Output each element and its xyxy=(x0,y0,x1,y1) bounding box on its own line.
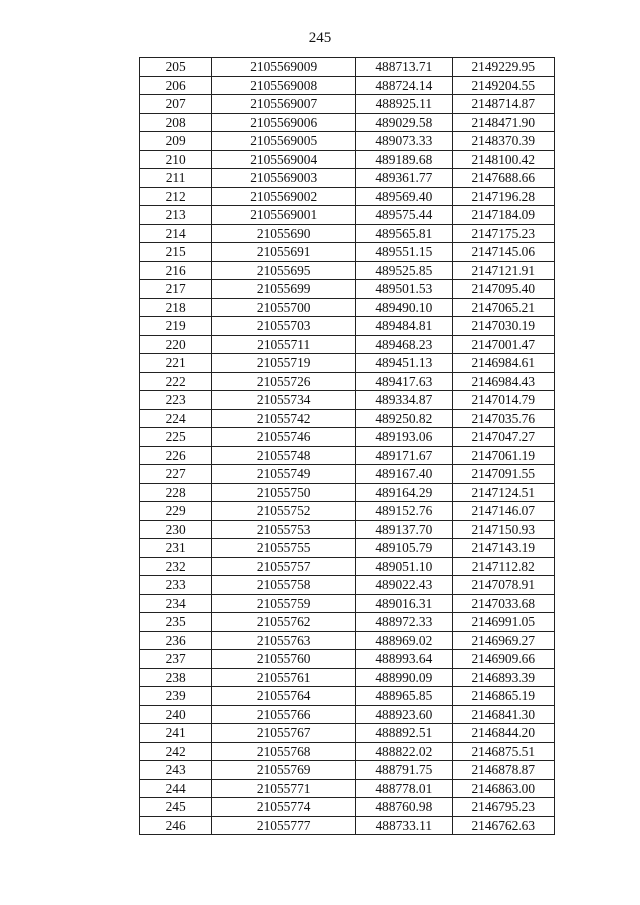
point-id-cell: 21055746 xyxy=(212,428,356,447)
y-coordinate-cell: 2147078.91 xyxy=(452,576,554,595)
table-row xyxy=(140,132,555,151)
y-coordinate-cell: 2149204.55 xyxy=(452,76,554,95)
point-number-cell: 216 xyxy=(140,261,212,280)
x-coordinate-cell: 489029.58 xyxy=(356,113,452,132)
table-row xyxy=(140,502,555,521)
table-row xyxy=(140,798,555,817)
x-coordinate-cell: 489193.06 xyxy=(356,428,452,447)
table-row xyxy=(140,761,555,780)
point-id-cell: 2105569002 xyxy=(212,187,356,206)
table-row xyxy=(140,317,555,336)
x-coordinate-cell: 489468.23 xyxy=(356,335,452,354)
x-coordinate-cell: 489490.10 xyxy=(356,298,452,317)
table-row xyxy=(140,243,555,262)
x-coordinate-cell: 489501.53 xyxy=(356,280,452,299)
point-id-cell: 21055748 xyxy=(212,446,356,465)
x-coordinate-cell: 488713.71 xyxy=(356,58,452,77)
table-row xyxy=(140,76,555,95)
table-row xyxy=(140,668,555,687)
x-coordinate-cell: 488724.14 xyxy=(356,76,452,95)
point-number-cell: 237 xyxy=(140,650,212,669)
point-id-cell: 21055760 xyxy=(212,650,356,669)
point-number-cell: 212 xyxy=(140,187,212,206)
table-row xyxy=(140,520,555,539)
y-coordinate-cell: 2147196.28 xyxy=(452,187,554,206)
point-id-cell: 21055757 xyxy=(212,557,356,576)
table-row xyxy=(140,150,555,169)
y-coordinate-cell: 2147150.93 xyxy=(452,520,554,539)
y-coordinate-cell: 2148714.87 xyxy=(452,95,554,114)
y-coordinate-cell: 2147030.19 xyxy=(452,317,554,336)
table-row xyxy=(140,687,555,706)
point-number-cell: 230 xyxy=(140,520,212,539)
y-coordinate-cell: 2146909.66 xyxy=(452,650,554,669)
point-id-cell: 2105569007 xyxy=(212,95,356,114)
x-coordinate-cell: 489334.87 xyxy=(356,391,452,410)
point-number-cell: 235 xyxy=(140,613,212,632)
x-coordinate-cell: 488972.33 xyxy=(356,613,452,632)
y-coordinate-cell: 2146795.23 xyxy=(452,798,554,817)
y-coordinate-cell: 2146841.30 xyxy=(452,705,554,724)
x-coordinate-cell: 489073.33 xyxy=(356,132,452,151)
point-number-cell: 224 xyxy=(140,409,212,428)
table-body xyxy=(140,58,555,835)
point-number-cell: 225 xyxy=(140,428,212,447)
y-coordinate-cell: 2148100.42 xyxy=(452,150,554,169)
table-row xyxy=(140,816,555,835)
point-number-cell: 222 xyxy=(140,372,212,391)
table-row xyxy=(140,779,555,798)
point-id-cell: 21055777 xyxy=(212,816,356,835)
point-id-cell: 21055767 xyxy=(212,724,356,743)
point-id-cell: 21055699 xyxy=(212,280,356,299)
table-row xyxy=(140,169,555,188)
table-row xyxy=(140,594,555,613)
point-id-cell: 21055711 xyxy=(212,335,356,354)
table-row xyxy=(140,335,555,354)
point-number-cell: 240 xyxy=(140,705,212,724)
y-coordinate-cell: 2146875.51 xyxy=(452,742,554,761)
y-coordinate-cell: 2146844.20 xyxy=(452,724,554,743)
point-number-cell: 220 xyxy=(140,335,212,354)
x-coordinate-cell: 489575.44 xyxy=(356,206,452,225)
table-row xyxy=(140,446,555,465)
table-row xyxy=(140,483,555,502)
x-coordinate-cell: 488822.02 xyxy=(356,742,452,761)
point-id-cell: 2105569006 xyxy=(212,113,356,132)
y-coordinate-cell: 2147001.47 xyxy=(452,335,554,354)
point-id-cell: 21055763 xyxy=(212,631,356,650)
point-number-cell: 234 xyxy=(140,594,212,613)
x-coordinate-cell: 489171.67 xyxy=(356,446,452,465)
table-row xyxy=(140,557,555,576)
x-coordinate-cell: 488925.11 xyxy=(356,95,452,114)
x-coordinate-cell: 489565.81 xyxy=(356,224,452,243)
point-number-cell: 241 xyxy=(140,724,212,743)
point-id-cell: 21055758 xyxy=(212,576,356,595)
point-number-cell: 211 xyxy=(140,169,212,188)
point-id-cell: 21055759 xyxy=(212,594,356,613)
point-number-cell: 205 xyxy=(140,58,212,77)
table-row xyxy=(140,95,555,114)
point-number-cell: 239 xyxy=(140,687,212,706)
point-id-cell: 21055719 xyxy=(212,354,356,373)
table-row xyxy=(140,58,555,77)
point-number-cell: 209 xyxy=(140,132,212,151)
y-coordinate-cell: 2146969.27 xyxy=(452,631,554,650)
y-coordinate-cell: 2147014.79 xyxy=(452,391,554,410)
y-coordinate-cell: 2147112.82 xyxy=(452,557,554,576)
x-coordinate-cell: 488760.98 xyxy=(356,798,452,817)
table-row xyxy=(140,298,555,317)
point-number-cell: 210 xyxy=(140,150,212,169)
y-coordinate-cell: 2147047.27 xyxy=(452,428,554,447)
x-coordinate-cell: 489361.77 xyxy=(356,169,452,188)
x-coordinate-cell: 489417.63 xyxy=(356,372,452,391)
y-coordinate-cell: 2148471.90 xyxy=(452,113,554,132)
x-coordinate-cell: 489525.85 xyxy=(356,261,452,280)
y-coordinate-cell: 2146893.39 xyxy=(452,668,554,687)
point-number-cell: 231 xyxy=(140,539,212,558)
y-coordinate-cell: 2146762.63 xyxy=(452,816,554,835)
table-row xyxy=(140,391,555,410)
table-row xyxy=(140,539,555,558)
point-number-cell: 217 xyxy=(140,280,212,299)
x-coordinate-cell: 489022.43 xyxy=(356,576,452,595)
point-id-cell: 21055771 xyxy=(212,779,356,798)
y-coordinate-cell: 2146878.87 xyxy=(452,761,554,780)
point-id-cell: 21055752 xyxy=(212,502,356,521)
point-id-cell: 21055726 xyxy=(212,372,356,391)
point-number-cell: 213 xyxy=(140,206,212,225)
point-id-cell: 21055764 xyxy=(212,687,356,706)
point-id-cell: 2105569008 xyxy=(212,76,356,95)
table-row xyxy=(140,354,555,373)
y-coordinate-cell: 2147124.51 xyxy=(452,483,554,502)
table-row xyxy=(140,113,555,132)
point-id-cell: 21055695 xyxy=(212,261,356,280)
table-row xyxy=(140,465,555,484)
point-id-cell: 2105569004 xyxy=(212,150,356,169)
x-coordinate-cell: 488778.01 xyxy=(356,779,452,798)
y-coordinate-cell: 2147145.06 xyxy=(452,243,554,262)
y-coordinate-cell: 2146863.00 xyxy=(452,779,554,798)
y-coordinate-cell: 2147184.09 xyxy=(452,206,554,225)
point-number-cell: 242 xyxy=(140,742,212,761)
point-id-cell: 21055762 xyxy=(212,613,356,632)
table-row xyxy=(140,261,555,280)
point-id-cell: 21055749 xyxy=(212,465,356,484)
point-id-cell: 2105569009 xyxy=(212,58,356,77)
point-id-cell: 2105569001 xyxy=(212,206,356,225)
table-row xyxy=(140,650,555,669)
point-id-cell: 21055690 xyxy=(212,224,356,243)
table-row xyxy=(140,206,555,225)
y-coordinate-cell: 2147143.19 xyxy=(452,539,554,558)
y-coordinate-cell: 2147033.68 xyxy=(452,594,554,613)
y-coordinate-cell: 2146991.05 xyxy=(452,613,554,632)
x-coordinate-cell: 488733.11 xyxy=(356,816,452,835)
x-coordinate-cell: 488969.02 xyxy=(356,631,452,650)
table-row xyxy=(140,705,555,724)
table-row xyxy=(140,187,555,206)
y-coordinate-cell: 2147065.21 xyxy=(452,298,554,317)
table-row xyxy=(140,631,555,650)
point-id-cell: 21055742 xyxy=(212,409,356,428)
point-number-cell: 238 xyxy=(140,668,212,687)
y-coordinate-cell: 2147095.40 xyxy=(452,280,554,299)
table-row xyxy=(140,428,555,447)
y-coordinate-cell: 2146865.19 xyxy=(452,687,554,706)
point-id-cell: 21055755 xyxy=(212,539,356,558)
point-number-cell: 245 xyxy=(140,798,212,817)
point-id-cell: 21055703 xyxy=(212,317,356,336)
point-number-cell: 227 xyxy=(140,465,212,484)
x-coordinate-cell: 489016.31 xyxy=(356,594,452,613)
point-id-cell: 21055734 xyxy=(212,391,356,410)
table-row xyxy=(140,280,555,299)
coordinates-table xyxy=(139,57,555,835)
x-coordinate-cell: 489105.79 xyxy=(356,539,452,558)
y-coordinate-cell: 2147035.76 xyxy=(452,409,554,428)
table-row xyxy=(140,724,555,743)
page-number: 245 xyxy=(308,30,332,46)
y-coordinate-cell: 2147091.55 xyxy=(452,465,554,484)
y-coordinate-cell: 2148370.39 xyxy=(452,132,554,151)
table-row xyxy=(140,372,555,391)
x-coordinate-cell: 488892.51 xyxy=(356,724,452,743)
point-number-cell: 243 xyxy=(140,761,212,780)
y-coordinate-cell: 2146984.61 xyxy=(452,354,554,373)
point-number-cell: 232 xyxy=(140,557,212,576)
x-coordinate-cell: 489167.40 xyxy=(356,465,452,484)
y-coordinate-cell: 2147121.91 xyxy=(452,261,554,280)
point-number-cell: 226 xyxy=(140,446,212,465)
point-number-cell: 229 xyxy=(140,502,212,521)
point-id-cell: 21055753 xyxy=(212,520,356,539)
x-coordinate-cell: 489551.15 xyxy=(356,243,452,262)
y-coordinate-cell: 2149229.95 xyxy=(452,58,554,77)
y-coordinate-cell: 2147061.19 xyxy=(452,446,554,465)
point-number-cell: 218 xyxy=(140,298,212,317)
point-id-cell: 21055691 xyxy=(212,243,356,262)
x-coordinate-cell: 489451.13 xyxy=(356,354,452,373)
x-coordinate-cell: 489250.82 xyxy=(356,409,452,428)
point-number-cell: 206 xyxy=(140,76,212,95)
y-coordinate-cell: 2147146.07 xyxy=(452,502,554,521)
x-coordinate-cell: 488923.60 xyxy=(356,705,452,724)
point-id-cell: 2105569003 xyxy=(212,169,356,188)
point-id-cell: 21055750 xyxy=(212,483,356,502)
point-number-cell: 215 xyxy=(140,243,212,262)
point-number-cell: 233 xyxy=(140,576,212,595)
point-id-cell: 21055768 xyxy=(212,742,356,761)
x-coordinate-cell: 489484.81 xyxy=(356,317,452,336)
point-id-cell: 21055766 xyxy=(212,705,356,724)
point-number-cell: 236 xyxy=(140,631,212,650)
point-number-cell: 244 xyxy=(140,779,212,798)
point-number-cell: 208 xyxy=(140,113,212,132)
y-coordinate-cell: 2147175.23 xyxy=(452,224,554,243)
x-coordinate-cell: 488791.75 xyxy=(356,761,452,780)
x-coordinate-cell: 489137.70 xyxy=(356,520,452,539)
x-coordinate-cell: 489152.76 xyxy=(356,502,452,521)
point-number-cell: 221 xyxy=(140,354,212,373)
table-row xyxy=(140,409,555,428)
x-coordinate-cell: 489189.68 xyxy=(356,150,452,169)
table-row xyxy=(140,613,555,632)
table-row xyxy=(140,576,555,595)
x-coordinate-cell: 489164.29 xyxy=(356,483,452,502)
point-id-cell: 2105569005 xyxy=(212,132,356,151)
y-coordinate-cell: 2147688.66 xyxy=(452,169,554,188)
point-id-cell: 21055761 xyxy=(212,668,356,687)
point-id-cell: 21055700 xyxy=(212,298,356,317)
table-row xyxy=(140,742,555,761)
point-id-cell: 21055769 xyxy=(212,761,356,780)
point-number-cell: 246 xyxy=(140,816,212,835)
table-row xyxy=(140,224,555,243)
x-coordinate-cell: 488990.09 xyxy=(356,668,452,687)
point-id-cell: 21055774 xyxy=(212,798,356,817)
x-coordinate-cell: 488965.85 xyxy=(356,687,452,706)
x-coordinate-cell: 489051.10 xyxy=(356,557,452,576)
point-number-cell: 228 xyxy=(140,483,212,502)
point-number-cell: 219 xyxy=(140,317,212,336)
x-coordinate-cell: 488993.64 xyxy=(356,650,452,669)
x-coordinate-cell: 489569.40 xyxy=(356,187,452,206)
point-number-cell: 223 xyxy=(140,391,212,410)
point-number-cell: 207 xyxy=(140,95,212,114)
y-coordinate-cell: 2146984.43 xyxy=(452,372,554,391)
point-number-cell: 214 xyxy=(140,224,212,243)
